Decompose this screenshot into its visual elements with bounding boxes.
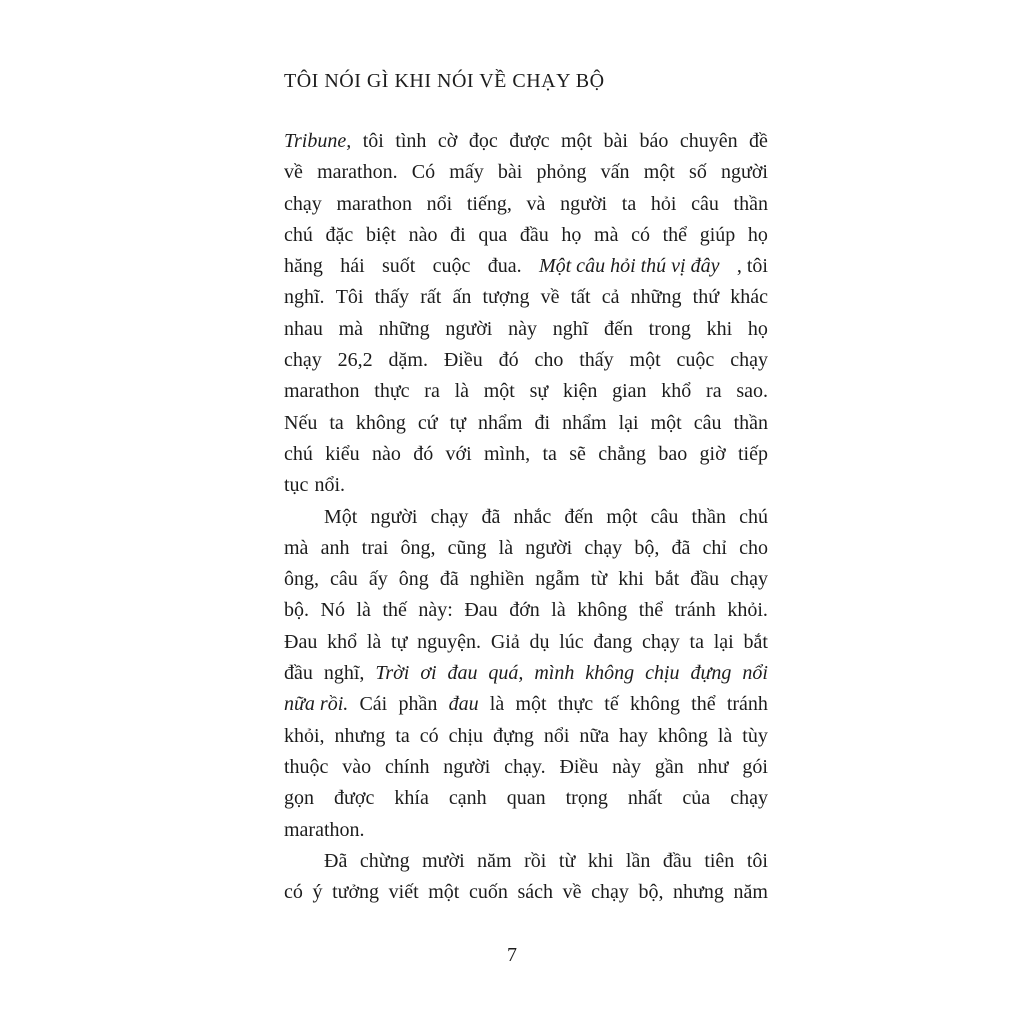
word: chịu <box>448 724 484 747</box>
word: đựng <box>690 662 732 685</box>
word: thể <box>691 693 716 716</box>
word: chạy <box>591 881 629 904</box>
word: Có <box>411 161 436 184</box>
word: rất <box>420 286 442 309</box>
word: thể <box>638 599 664 622</box>
word: họ <box>747 317 768 340</box>
word: suốt <box>381 255 416 278</box>
text-line <box>284 439 768 470</box>
text-line <box>284 345 768 376</box>
word: đớn <box>509 599 540 622</box>
word: ta <box>689 630 704 653</box>
word: trọng <box>565 787 608 810</box>
word: nổi <box>742 662 768 685</box>
word: một <box>643 161 675 184</box>
word: chú <box>284 442 313 465</box>
word: chạy. <box>504 755 546 778</box>
word: Điều <box>559 755 599 778</box>
word: chẳng <box>598 442 646 465</box>
word: tôi <box>746 849 768 872</box>
word: khổ <box>661 380 692 403</box>
word: nghĩ, <box>323 662 365 685</box>
text-line <box>284 126 768 157</box>
word: marathon. <box>317 161 398 184</box>
word: người <box>445 317 493 340</box>
word: qua <box>478 223 508 246</box>
word: marathon <box>284 380 360 403</box>
word: không <box>657 724 708 747</box>
word: Nếu <box>284 411 318 434</box>
word: sẽ <box>569 442 586 465</box>
word: trong <box>648 317 691 340</box>
word: số <box>689 161 707 184</box>
word: thuộc <box>284 755 329 778</box>
word: này <box>612 755 642 778</box>
word: đã <box>439 568 459 591</box>
word: dặm. <box>388 349 428 372</box>
word: chỉ <box>702 536 727 559</box>
word: ý <box>312 881 323 904</box>
word: vấn <box>600 161 630 184</box>
word: năm <box>733 881 768 904</box>
word: hay <box>619 724 648 747</box>
word: thế <box>382 599 407 622</box>
word: có <box>419 724 439 747</box>
word: không <box>585 662 635 685</box>
word: vào <box>342 755 372 778</box>
word: chạy <box>430 505 469 528</box>
word: lại <box>713 630 734 653</box>
word: tượng <box>482 286 530 309</box>
word: là <box>498 536 514 559</box>
word: tự <box>391 630 408 653</box>
word: báo <box>639 130 669 152</box>
word: nhẩm <box>478 411 523 434</box>
word: chạy <box>284 192 322 215</box>
word: ơi <box>420 662 437 685</box>
word: là <box>717 724 733 747</box>
word: tục <box>284 474 309 497</box>
word: khỏi. <box>727 599 768 622</box>
word: mình <box>534 662 575 685</box>
word: rồi <box>524 849 547 872</box>
word: đi <box>450 223 466 246</box>
text-line <box>284 502 768 533</box>
word: một <box>428 881 460 904</box>
word: phần <box>398 693 438 716</box>
word: đặc <box>325 223 354 246</box>
word: lần <box>625 849 651 872</box>
word: là <box>366 630 382 653</box>
word: nổi <box>426 192 453 215</box>
word: thần <box>691 505 726 528</box>
word: bộ, <box>634 536 660 559</box>
word: người <box>525 536 573 559</box>
word: là <box>489 693 505 716</box>
word: một <box>483 380 515 403</box>
word: mình, <box>484 442 531 465</box>
word: ông <box>398 568 429 591</box>
word: thứ <box>692 286 720 309</box>
word: một <box>650 411 682 434</box>
word: không <box>577 599 628 622</box>
text-line <box>284 314 768 345</box>
word: người <box>443 755 491 778</box>
word: , tôi <box>736 255 768 278</box>
word: cho <box>739 536 768 559</box>
word: nghĩ <box>552 317 589 340</box>
word: câu <box>330 568 358 591</box>
word: những <box>378 317 430 340</box>
word: đến <box>564 505 594 528</box>
word: đã <box>481 505 501 528</box>
word: nghiền <box>469 568 525 591</box>
word: lại <box>618 411 639 434</box>
word: nhau <box>284 317 323 340</box>
word: và <box>526 192 546 215</box>
word: được <box>509 130 550 152</box>
word: bắt <box>654 568 680 591</box>
word: hỏi <box>650 192 677 215</box>
word: có <box>284 881 303 904</box>
word: câu <box>691 192 719 215</box>
word: được <box>334 787 375 810</box>
word: marathon. <box>284 818 365 841</box>
word: người <box>560 192 608 215</box>
word: đó <box>413 442 434 465</box>
word: Đau <box>464 599 498 622</box>
text-line <box>284 783 768 814</box>
word: ấn <box>452 286 472 309</box>
word: mà <box>338 317 364 340</box>
text-line <box>284 846 768 877</box>
word: này <box>508 317 537 340</box>
word: ông, <box>400 536 436 559</box>
word: ta <box>395 724 410 747</box>
word: tiếp <box>738 442 768 465</box>
word: Điều <box>443 349 483 372</box>
word: tiếng, <box>466 192 512 215</box>
word: đau <box>448 693 479 716</box>
word: thần <box>733 411 768 434</box>
word: marathon <box>336 192 412 215</box>
word: chạy <box>284 349 322 372</box>
word: gian <box>612 380 647 403</box>
word: anh <box>320 536 350 559</box>
word: là <box>356 599 371 622</box>
word: đựng <box>493 724 534 747</box>
text-line <box>284 408 768 439</box>
word: nhất <box>627 787 663 810</box>
word: từ <box>590 568 608 591</box>
word: mà <box>594 223 619 246</box>
word: cuộc <box>432 255 471 278</box>
word: Cái <box>359 693 388 716</box>
word: thấy <box>374 286 410 309</box>
text-line <box>284 658 768 689</box>
word: chạy <box>730 787 768 810</box>
word: viết <box>388 881 419 904</box>
word: chịu <box>645 662 680 685</box>
word: ngẫm <box>535 568 580 591</box>
word: quan <box>506 787 546 810</box>
word: những <box>630 286 682 309</box>
word: sự <box>529 380 549 403</box>
word: nào <box>408 223 438 246</box>
text-line <box>284 533 768 564</box>
word: nhẩm <box>562 411 607 434</box>
text-line <box>284 157 768 188</box>
word: chạy <box>642 630 680 653</box>
word: nguyện. <box>417 630 482 653</box>
word: ta <box>329 411 344 434</box>
word: nhưng <box>673 881 724 904</box>
text-line <box>284 595 768 626</box>
text-line <box>284 220 768 251</box>
word: kiện <box>562 380 598 403</box>
word: của <box>682 787 711 810</box>
word: ra <box>424 380 440 403</box>
word: tế <box>604 693 619 716</box>
word: không <box>629 693 680 716</box>
word: là <box>551 599 566 622</box>
word: thực <box>557 693 594 716</box>
word: một <box>629 349 661 372</box>
word: đầu <box>662 849 692 872</box>
word: cuốn <box>468 881 508 904</box>
text-line <box>284 251 768 282</box>
word: về <box>562 881 582 904</box>
word: mà <box>284 536 309 559</box>
word: khi <box>706 317 733 340</box>
word: khía <box>394 787 429 810</box>
word: thần <box>733 192 768 215</box>
word: bài <box>603 130 628 152</box>
text-line <box>284 815 768 846</box>
word: tránh <box>726 693 768 716</box>
word: nữa <box>579 724 610 747</box>
word: quá, <box>488 662 524 685</box>
word: chú <box>739 505 768 528</box>
word: năm <box>477 849 512 872</box>
word: cho <box>534 349 564 372</box>
word: cứ <box>417 411 438 434</box>
text-line <box>284 282 768 313</box>
word: này: <box>418 599 453 622</box>
word: ấy <box>368 568 388 591</box>
word: với <box>445 442 472 465</box>
word: tất <box>570 286 591 309</box>
word: đua. <box>487 255 522 278</box>
word: câu <box>693 411 722 434</box>
word: đi <box>534 411 551 434</box>
word: phỏng <box>536 161 587 184</box>
word: nổi. <box>314 474 345 497</box>
word: bao <box>658 442 688 465</box>
word: về <box>540 286 560 309</box>
word: là <box>454 380 469 403</box>
word: Đau <box>284 630 318 653</box>
word: Trời <box>375 662 410 685</box>
word: tôi <box>362 130 384 152</box>
word: chạy <box>584 536 623 559</box>
word: thấy <box>579 349 614 372</box>
word: biệt <box>365 223 396 246</box>
word: một <box>560 130 593 152</box>
word: kiểu <box>325 442 360 465</box>
body-text <box>284 126 768 908</box>
word: sách <box>517 881 553 904</box>
word: bắt <box>743 630 768 653</box>
word: một <box>606 505 638 528</box>
page-number: 7 <box>507 944 517 966</box>
word: tưởng <box>332 881 380 904</box>
word: đầu <box>284 662 313 685</box>
word: nữa rồi. <box>284 693 349 716</box>
word: dụ <box>529 630 550 653</box>
word: người <box>721 161 768 184</box>
word: mấy <box>449 161 484 184</box>
word: nhưng <box>334 724 386 747</box>
word: trai <box>361 536 389 559</box>
word: gọn <box>284 787 314 810</box>
text-line <box>284 689 768 720</box>
word: ta <box>542 442 557 465</box>
word: đó <box>498 349 519 372</box>
word: mười <box>422 849 465 872</box>
word: không <box>355 411 406 434</box>
word: cả <box>601 286 620 309</box>
word: như <box>697 755 729 778</box>
word: lúc <box>559 630 584 653</box>
word: giúp <box>699 223 736 246</box>
word: Nó <box>320 599 345 622</box>
word: gói <box>742 755 768 778</box>
word: đề <box>749 130 768 152</box>
word: tự <box>449 411 467 434</box>
word: bộ, <box>638 881 664 904</box>
text-line <box>284 470 768 501</box>
word: thực <box>374 380 410 403</box>
word: chạy <box>730 568 768 591</box>
word: nổi <box>543 724 570 747</box>
word: đọc <box>468 130 498 152</box>
word: ông, <box>284 568 319 591</box>
word: Tôi <box>335 286 364 309</box>
word: thể <box>662 223 688 246</box>
word: sao. <box>736 380 768 403</box>
word: đầu <box>690 568 720 591</box>
text-line <box>284 627 768 658</box>
word: 26,2 <box>337 349 373 372</box>
word: khổ <box>327 630 358 653</box>
word: khác <box>730 286 768 309</box>
word: một <box>515 693 547 716</box>
word: Một <box>324 505 358 528</box>
text-line <box>284 752 768 783</box>
word: đã <box>671 536 691 559</box>
word: bài <box>497 161 523 184</box>
running-header: TÔI NÓI GÌ KHI NÓI VỀ CHẠY BỘ <box>284 70 605 92</box>
word: bộ. <box>284 599 309 622</box>
word: họ <box>747 223 768 246</box>
word: chừng <box>359 849 410 872</box>
word: chính <box>385 755 430 778</box>
word: ra <box>706 380 722 403</box>
word: gần <box>654 755 684 778</box>
text-line <box>284 721 768 752</box>
word: khi <box>618 568 644 591</box>
word: họ <box>561 223 582 246</box>
word: đang <box>593 630 633 653</box>
word: hái <box>340 255 365 278</box>
word: chú <box>284 223 313 246</box>
word: đến <box>604 317 633 340</box>
word: đau <box>447 662 478 685</box>
word: tình <box>395 130 427 152</box>
text-line <box>284 376 768 407</box>
word: cuộc <box>676 349 715 372</box>
text-line <box>284 189 768 220</box>
word: cạnh <box>448 787 487 810</box>
word: câu <box>650 505 679 528</box>
word: khỏi, <box>284 724 325 747</box>
word: cũng <box>447 536 487 559</box>
word: tiên <box>704 849 735 872</box>
word: ta <box>621 192 637 215</box>
word: từ <box>558 849 576 872</box>
text-line <box>284 564 768 595</box>
word: Đã <box>324 849 348 872</box>
word: nhắc <box>513 505 552 528</box>
word: khi <box>587 849 614 872</box>
word: chạy <box>730 349 768 372</box>
word: Một câu hỏi thú vị đây <box>538 255 720 278</box>
word: tránh <box>674 599 716 622</box>
word: tùy <box>742 724 768 747</box>
word: đầu <box>519 223 549 246</box>
word: nào <box>371 442 401 465</box>
word: cờ <box>437 130 458 152</box>
text-line <box>284 877 768 908</box>
word: chuyên <box>679 130 738 152</box>
word: nghĩ. <box>284 286 325 309</box>
word: có <box>631 223 650 246</box>
word: giờ <box>699 442 726 465</box>
word: về <box>284 161 303 184</box>
word: người <box>370 505 418 528</box>
word: hăng <box>284 255 323 278</box>
word: Giả <box>490 630 520 653</box>
word: Tribune, <box>284 130 352 152</box>
